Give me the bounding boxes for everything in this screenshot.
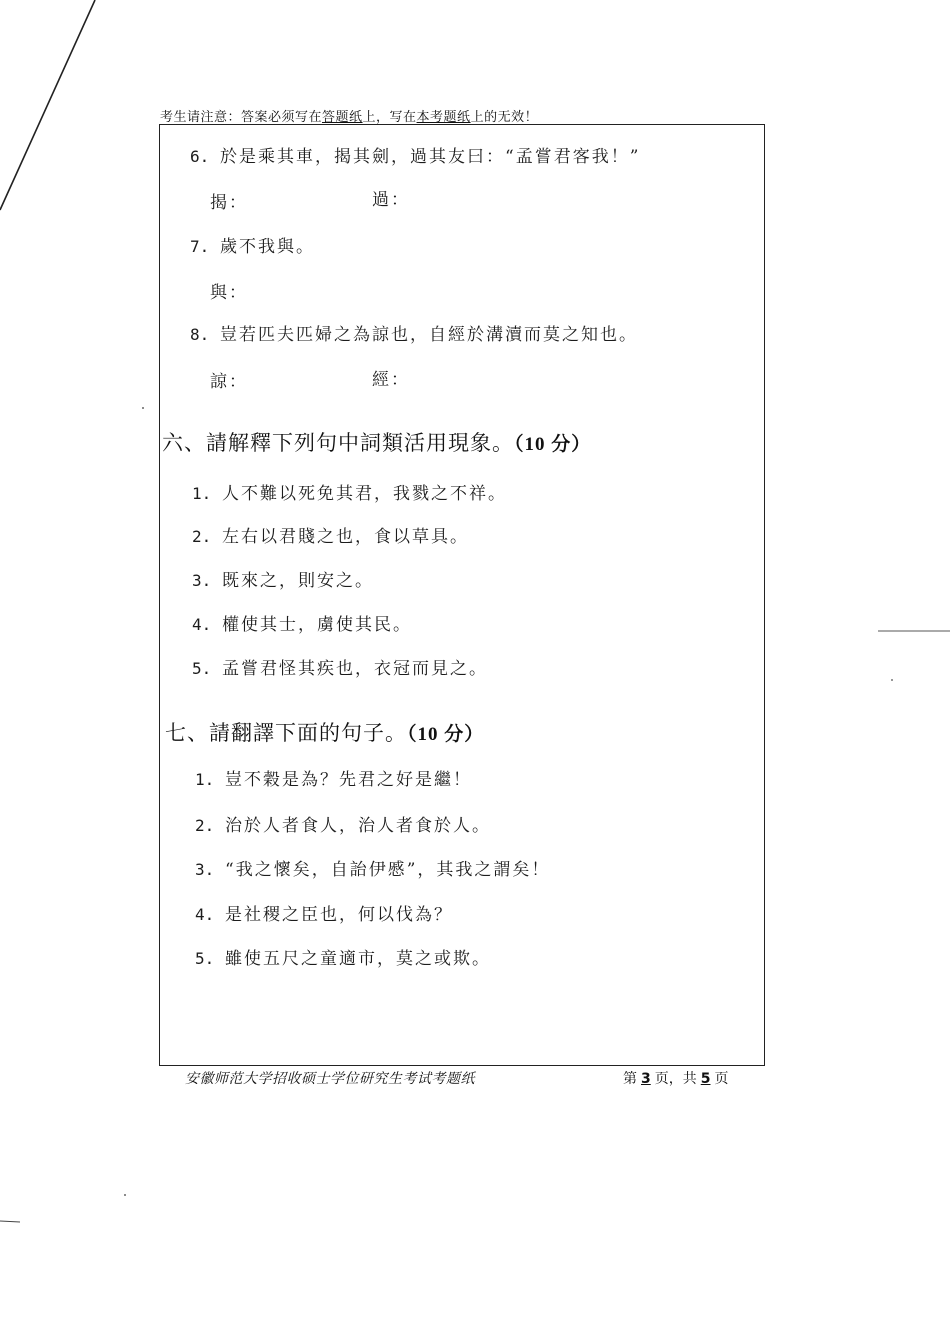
item-number: 5. xyxy=(195,949,215,968)
note-middle: 上，写在 xyxy=(362,110,417,125)
item-text: 孟嘗君怪其疾也，衣冠而見之。 xyxy=(222,659,488,679)
item-number: 6. xyxy=(190,147,210,166)
q5-item-8 xyxy=(190,320,638,345)
footer-page-indicator xyxy=(623,1068,729,1088)
item-number: 7. xyxy=(190,237,210,256)
item-number: 3. xyxy=(192,571,212,590)
section-6-item-4 xyxy=(192,610,412,635)
exam-instruction-note xyxy=(160,106,538,125)
section-score: （10 分） xyxy=(514,434,592,455)
section-7-item-4 xyxy=(195,900,453,925)
item-number: 5. xyxy=(192,659,212,678)
note-exam-sheet: 本考题纸 xyxy=(416,110,471,125)
page-suffix: 页 xyxy=(714,1071,729,1087)
item-text: 人不難以死免其君，我戮之不祥。 xyxy=(222,484,507,504)
page-prefix: 第 xyxy=(623,1071,637,1087)
section-7-title xyxy=(165,717,484,747)
section-7-item-5 xyxy=(195,944,491,969)
section-7-item-3 xyxy=(195,855,550,880)
item-number: 3. xyxy=(195,860,215,879)
item-text: “我之懷矣，自詒伊慼”，其我之謂矣！ xyxy=(225,860,551,880)
gloss-blank: 諒： xyxy=(210,372,248,392)
section-6-title xyxy=(162,427,591,457)
item-text: 是社稷之臣也，何以伐為？ xyxy=(225,905,453,925)
note-prefix: 考生请注意：答案必须写在 xyxy=(160,110,323,125)
gloss-blank: 經： xyxy=(372,370,410,390)
section-6-item-5 xyxy=(192,654,488,679)
item-text: 歲不我與。 xyxy=(220,237,315,257)
item-number: 1. xyxy=(192,484,212,503)
item-number: 1. xyxy=(195,770,215,789)
note-answer-sheet: 答题纸 xyxy=(322,110,363,125)
page-total: 5 xyxy=(700,1071,711,1087)
item-text: 既來之，則安之。 xyxy=(222,571,374,591)
item-text: 權使其士，虜使其民。 xyxy=(222,615,412,635)
section-6-item-3 xyxy=(192,566,374,591)
item-number: 2. xyxy=(195,816,215,835)
item-number: 4. xyxy=(195,905,215,924)
q5-item-7 xyxy=(190,232,315,257)
item-number: 4. xyxy=(192,615,212,634)
item-text: 於是乘其車，揭其劍，過其友曰：“孟嘗君客我！” xyxy=(220,147,641,167)
item-number: 2. xyxy=(192,527,212,546)
section-title-text: 七、請翻譯下面的句子。 xyxy=(165,721,407,745)
section-7-item-2 xyxy=(195,811,491,836)
item-number: 8. xyxy=(190,325,210,344)
section-6-item-1 xyxy=(192,479,507,504)
gloss-blank: 與： xyxy=(210,283,248,303)
section-score: （10 分） xyxy=(407,724,485,745)
item-text: 雖使五尺之童適市，莫之或欺。 xyxy=(225,949,491,969)
footer-institution: 安徽师范大学招收硕士学位研究生考试考题纸 xyxy=(185,1071,475,1087)
item-text: 豈若匹夫匹婦之為諒也，自經於溝瀆而莫之知也。 xyxy=(220,325,638,345)
section-7-item-1 xyxy=(195,765,472,790)
gloss-blank: 過： xyxy=(372,190,410,210)
page-current: 3 xyxy=(641,1071,651,1087)
item-text: 豈不穀是為？先君之好是繼！ xyxy=(225,770,472,790)
item-text: 治於人者食人，治人者食於人。 xyxy=(225,816,491,836)
item-text: 左右以君賤之也，食以草具。 xyxy=(222,527,469,547)
section-6-item-2 xyxy=(192,522,469,547)
note-suffix: 上的无效！ xyxy=(470,110,539,125)
q5-item-6 xyxy=(190,142,640,167)
gloss-blank: 揭： xyxy=(210,193,248,213)
page-middle: 页，共 xyxy=(654,1071,697,1087)
section-title-text: 六、請解釋下列句中詞類活用現象。 xyxy=(162,431,514,455)
